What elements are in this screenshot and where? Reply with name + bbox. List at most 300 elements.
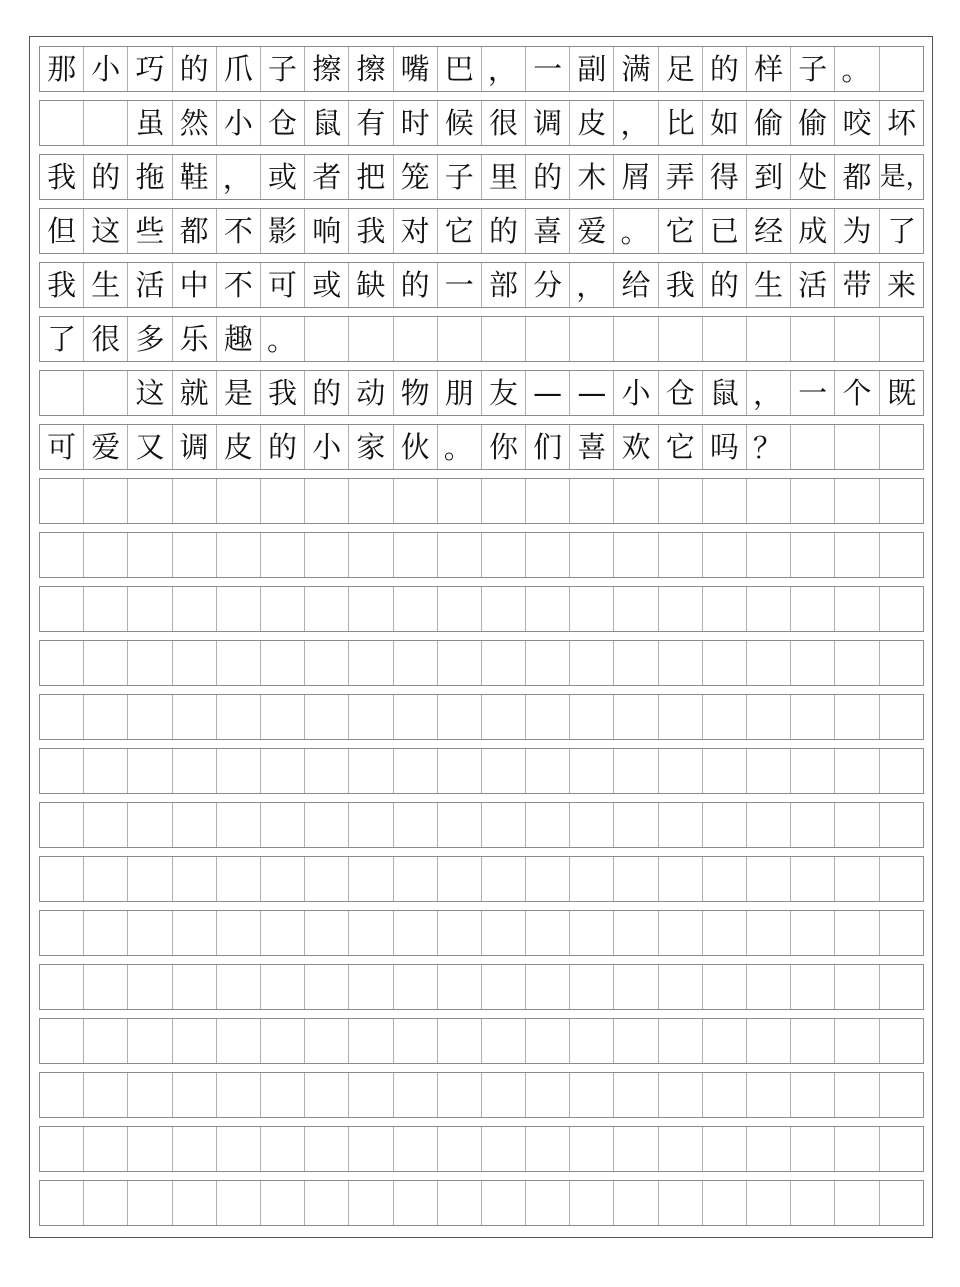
grid-cell — [217, 695, 261, 739]
grid-cell: 喜 — [526, 209, 570, 253]
grid-cell: 朋 — [438, 371, 482, 415]
grid-cell — [261, 1127, 305, 1171]
grid-cell — [128, 641, 172, 685]
grid-cell — [880, 911, 924, 955]
grid-cell — [482, 1127, 526, 1171]
grid-cell: 子 — [791, 47, 835, 91]
grid-cell: ， — [482, 47, 526, 91]
grid-cell — [747, 857, 791, 901]
grid-cell — [747, 1181, 791, 1225]
grid-cell: 笼 — [394, 155, 438, 199]
grid-row — [39, 640, 924, 686]
grid-cell — [880, 47, 924, 91]
grid-cell: 物 — [394, 371, 438, 415]
grid-cell — [173, 911, 217, 955]
grid-cell — [880, 695, 924, 739]
grid-cell: 爪 — [217, 47, 261, 91]
grid-cell — [703, 317, 747, 361]
grid-cell — [261, 965, 305, 1009]
grid-cell — [394, 695, 438, 739]
grid-cell — [791, 803, 835, 847]
grid-cell — [880, 1181, 924, 1225]
grid-cell — [84, 533, 128, 577]
grid-cell — [482, 965, 526, 1009]
grid-cell: 影 — [261, 209, 305, 253]
grid-cell — [394, 587, 438, 631]
grid-cell — [614, 1073, 658, 1117]
grid-cell — [394, 911, 438, 955]
grid-cell — [747, 317, 791, 361]
grid-cell: 比 — [659, 101, 703, 145]
grid-row — [39, 910, 924, 956]
grid-cell — [261, 1181, 305, 1225]
grid-cell — [40, 803, 84, 847]
grid-cell — [835, 1181, 879, 1225]
grid-cell — [217, 479, 261, 523]
grid-cell: 响 — [305, 209, 349, 253]
grid-cell — [349, 479, 393, 523]
grid-cell: 中 — [173, 263, 217, 307]
grid-cell — [349, 695, 393, 739]
grid-row — [39, 532, 924, 578]
grid-cell — [438, 857, 482, 901]
grid-cell: 巧 — [128, 47, 172, 91]
grid-cell: 的 — [703, 47, 747, 91]
grid-cell — [438, 695, 482, 739]
grid-cell: 的 — [261, 425, 305, 469]
grid-cell — [173, 695, 217, 739]
grid-cell — [349, 533, 393, 577]
grid-cell: 经 — [747, 209, 791, 253]
grid-cell — [880, 587, 924, 631]
grid-cell: 已 — [703, 209, 747, 253]
grid-cell — [84, 911, 128, 955]
grid-row — [39, 964, 924, 1010]
grid-cell: 的 — [394, 263, 438, 307]
grid-cell: 带 — [835, 263, 879, 307]
grid-cell: 小 — [217, 101, 261, 145]
grid-cell — [261, 1019, 305, 1063]
grid-cell — [614, 803, 658, 847]
grid-cell — [880, 857, 924, 901]
grid-cell — [305, 1019, 349, 1063]
grid-cell — [438, 641, 482, 685]
grid-cell — [703, 533, 747, 577]
grid-cell — [482, 587, 526, 631]
grid-cell — [84, 857, 128, 901]
grid-cell: 把 — [349, 155, 393, 199]
grid-cell: 都 — [835, 155, 879, 199]
grid-cell — [305, 1127, 349, 1171]
grid-cell — [438, 1073, 482, 1117]
grid-cell — [614, 695, 658, 739]
grid-cell — [217, 587, 261, 631]
grid-cell — [835, 317, 879, 361]
grid-cell — [570, 317, 614, 361]
grid-cell — [703, 695, 747, 739]
grid-cell — [84, 1127, 128, 1171]
grid-cell — [659, 965, 703, 1009]
grid-cell — [261, 479, 305, 523]
grid-cell — [40, 101, 84, 145]
grid-cell — [703, 1073, 747, 1117]
grid-cell — [703, 749, 747, 793]
grid-cell: 友 — [482, 371, 526, 415]
grid-cell — [128, 911, 172, 955]
grid-cell — [261, 641, 305, 685]
grid-cell: 个 — [835, 371, 879, 415]
grid-cell: 又 — [128, 425, 172, 469]
grid-cell — [438, 479, 482, 523]
grid-row — [39, 208, 924, 254]
grid-cell — [614, 1127, 658, 1171]
grid-cell — [394, 965, 438, 1009]
grid-cell — [659, 1181, 703, 1225]
grid-cell: 屑 — [614, 155, 658, 199]
grid-cell — [570, 587, 614, 631]
grid-cell — [659, 803, 703, 847]
grid-cell — [880, 479, 924, 523]
grid-cell — [880, 1073, 924, 1117]
grid-cell — [835, 1019, 879, 1063]
grid-cell — [835, 1073, 879, 1117]
grid-cell — [835, 695, 879, 739]
grid-cell — [128, 533, 172, 577]
grid-cell: 坏 — [887, 105, 917, 140]
grid-cell: 然 — [173, 101, 217, 145]
grid-cell: 虽 — [128, 101, 172, 145]
grid-cell — [482, 1181, 526, 1225]
grid-cell — [305, 1181, 349, 1225]
grid-cell — [791, 317, 835, 361]
grid-cell — [40, 749, 84, 793]
grid-cell — [526, 533, 570, 577]
grid-cell: ， — [614, 101, 658, 145]
grid-cell — [394, 1127, 438, 1171]
grid-cell: 欢 — [614, 425, 658, 469]
grid-cell — [791, 911, 835, 955]
grid-cell — [128, 857, 172, 901]
grid-cell: 生 — [84, 263, 128, 307]
grid-cell — [128, 803, 172, 847]
grid-cell — [40, 857, 84, 901]
grid-cell — [526, 695, 570, 739]
grid-cell — [394, 641, 438, 685]
grid-cell — [570, 1073, 614, 1117]
grid-cell — [526, 1127, 570, 1171]
grid-cell — [659, 317, 703, 361]
grid-cell: 或 — [305, 263, 349, 307]
grid-cell — [305, 749, 349, 793]
grid-cell — [482, 533, 526, 577]
grid-cell: 了 — [887, 213, 917, 248]
grid-row — [39, 154, 932, 200]
grid-cell: 不 — [217, 263, 261, 307]
grid-cell: 很 — [84, 317, 128, 361]
grid-row — [39, 1126, 924, 1172]
grid-cell: 或 — [261, 155, 305, 199]
grid-cell — [747, 695, 791, 739]
grid-cell — [305, 803, 349, 847]
grid-cell — [791, 1073, 835, 1117]
grid-cell — [659, 857, 703, 901]
grid-cell — [84, 641, 128, 685]
grid-cell — [84, 695, 128, 739]
grid-cell — [570, 695, 614, 739]
grid-cell — [791, 641, 835, 685]
grid-cell — [791, 1127, 835, 1171]
grid-cell — [526, 1073, 570, 1117]
grid-cell: 到 — [747, 155, 791, 199]
grid-cell — [438, 533, 482, 577]
grid-cell — [570, 1127, 614, 1171]
grid-cell: ， — [570, 263, 614, 307]
grid-cell — [84, 1073, 128, 1117]
grid-cell — [349, 1073, 393, 1117]
grid-cell: 一 — [438, 263, 482, 307]
grid-cell — [659, 533, 703, 577]
grid-cell — [791, 749, 835, 793]
grid-cell — [835, 1127, 879, 1171]
grid-cell: 你 — [482, 425, 526, 469]
grid-cell: 的 — [482, 209, 526, 253]
grid-cell — [305, 695, 349, 739]
grid-cell — [128, 695, 172, 739]
grid-cell — [84, 101, 128, 145]
grid-cell: 足 — [659, 47, 703, 91]
grid-cell: 多 — [128, 317, 172, 361]
grid-cell — [614, 857, 658, 901]
grid-cell — [394, 749, 438, 793]
grid-cell — [128, 1019, 172, 1063]
grid-cell — [217, 965, 261, 1009]
grid-cell — [84, 479, 128, 523]
grid-cell — [570, 479, 614, 523]
grid-cell: 一 — [791, 371, 835, 415]
grid-cell — [394, 533, 438, 577]
grid-cell — [880, 1127, 924, 1171]
grid-cell: 拖 — [128, 155, 172, 199]
grid-cell — [747, 641, 791, 685]
grid-cell: 我 — [261, 371, 305, 415]
grid-cell — [835, 965, 879, 1009]
grid-cell: 皮 — [570, 101, 614, 145]
grid-cell — [40, 1073, 84, 1117]
grid-cell — [305, 533, 349, 577]
grid-cell — [349, 965, 393, 1009]
grid-cell — [173, 641, 217, 685]
grid-cell: 皮 — [217, 425, 261, 469]
grid-cell — [40, 965, 84, 1009]
grid-cell: 对 — [394, 209, 438, 253]
grid-cell: 家 — [349, 425, 393, 469]
grid-row — [39, 316, 924, 362]
grid-cell — [703, 641, 747, 685]
grid-cell: 的 — [526, 155, 570, 199]
grid-cell — [261, 533, 305, 577]
grid-cell: 既 — [887, 375, 917, 410]
grid-cell — [40, 587, 84, 631]
grid-row — [39, 46, 924, 92]
grid-cell — [40, 371, 84, 415]
grid-row — [39, 478, 924, 524]
grid-cell — [438, 803, 482, 847]
grid-cell — [261, 857, 305, 901]
grid-cell — [526, 1019, 570, 1063]
grid-cell: 不 — [217, 209, 261, 253]
grid-cell — [40, 479, 84, 523]
grid-cell — [173, 1019, 217, 1063]
grid-cell — [835, 479, 879, 523]
grid-cell: 。 — [835, 47, 879, 91]
grid-cell — [438, 1127, 482, 1171]
grid-cell — [791, 425, 835, 469]
grid-cell — [614, 1019, 658, 1063]
grid-cell — [173, 749, 217, 793]
grid-cell — [217, 1181, 261, 1225]
grid-cell: 调 — [526, 101, 570, 145]
grid-cell: 候 — [438, 101, 482, 145]
grid-cell: 偷 — [747, 101, 791, 145]
grid-cell: 时 — [394, 101, 438, 145]
grid-cell — [880, 533, 924, 577]
grid-cell — [482, 857, 526, 901]
grid-cell: 。 — [438, 425, 482, 469]
grid-cell — [747, 533, 791, 577]
grid-cell: — — [570, 371, 614, 415]
grid-cell — [261, 695, 305, 739]
grid-cell — [261, 803, 305, 847]
grid-cell: 们 — [526, 425, 570, 469]
grid-cell — [305, 857, 349, 901]
grid-cell — [835, 749, 879, 793]
grid-cell: 那 — [40, 47, 84, 91]
grid-cell: 它 — [659, 425, 703, 469]
grid-cell: 它 — [659, 209, 703, 253]
grid-cell — [659, 587, 703, 631]
grid-cell — [791, 479, 835, 523]
grid-cell: ， — [217, 155, 261, 199]
grid-cell: 小 — [84, 47, 128, 91]
grid-cell — [482, 641, 526, 685]
grid-cell — [349, 803, 393, 847]
grid-cell — [173, 1073, 217, 1117]
grid-cell — [349, 641, 393, 685]
grid-cell — [438, 1181, 482, 1225]
grid-cell — [659, 695, 703, 739]
grid-cell — [747, 803, 791, 847]
grid-cell: 动 — [349, 371, 393, 415]
grid-cell — [84, 371, 128, 415]
grid-cell — [570, 641, 614, 685]
grid-cell — [482, 695, 526, 739]
grid-cell: ， — [747, 371, 791, 415]
grid-cell — [614, 587, 658, 631]
grid-cell — [614, 641, 658, 685]
grid-cell — [526, 911, 570, 955]
grid-cell — [394, 857, 438, 901]
grid-cell: 。 — [614, 209, 658, 253]
grid-cell: 来 — [887, 267, 917, 302]
grid-cell: 就 — [173, 371, 217, 415]
grid-row — [39, 586, 924, 632]
grid-cell — [570, 857, 614, 901]
grid-cell — [835, 911, 879, 955]
grid-cell — [349, 749, 393, 793]
grid-cell — [40, 911, 84, 955]
grid-cell — [614, 1181, 658, 1225]
grid-cell: 巴 — [438, 47, 482, 91]
grid-cell: 部 — [482, 263, 526, 307]
grid-cell: 咬 — [835, 101, 879, 145]
grid-cell: 我 — [40, 155, 84, 199]
grid-cell — [835, 857, 879, 901]
grid-cell — [703, 857, 747, 901]
grid-cell — [128, 1181, 172, 1225]
grid-cell — [40, 533, 84, 577]
grid-cell: 副 — [570, 47, 614, 91]
grid-cell — [173, 1127, 217, 1171]
grid-cell — [747, 1127, 791, 1171]
grid-cell — [40, 1181, 84, 1225]
grid-cell: 的 — [173, 47, 217, 91]
grid-cell — [526, 317, 570, 361]
grid-cell — [747, 911, 791, 955]
grid-cell — [305, 479, 349, 523]
grid-cell: 的 — [703, 263, 747, 307]
grid-cell — [217, 1127, 261, 1171]
grid-cell — [173, 1181, 217, 1225]
grid-cell — [703, 479, 747, 523]
grid-row — [39, 694, 924, 740]
grid-cell — [482, 1019, 526, 1063]
grid-cell: 有 — [349, 101, 393, 145]
grid-cell — [570, 1181, 614, 1225]
grid-cell — [438, 965, 482, 1009]
grid-cell — [438, 749, 482, 793]
grid-cell — [703, 911, 747, 955]
grid-cell — [570, 965, 614, 1009]
grid-cell: 调 — [173, 425, 217, 469]
grid-cell — [614, 749, 658, 793]
grid-cell — [659, 641, 703, 685]
grid-cell: 是 — [217, 371, 261, 415]
grid-cell — [482, 479, 526, 523]
grid-cell — [570, 911, 614, 955]
grid-cell — [217, 641, 261, 685]
grid-cell — [217, 911, 261, 955]
grid-cell: 擦 — [305, 47, 349, 91]
grid-row — [39, 1072, 924, 1118]
grid-cell: 一 — [526, 47, 570, 91]
grid-cell: 擦 — [349, 47, 393, 91]
grid-cell: 生 — [747, 263, 791, 307]
grid-cell — [482, 803, 526, 847]
grid-cell — [349, 317, 393, 361]
grid-cell: 小 — [305, 425, 349, 469]
grid-cell — [703, 965, 747, 1009]
grid-cell — [570, 533, 614, 577]
grid-cell — [614, 317, 658, 361]
grid-row — [39, 1180, 924, 1226]
grid-cell — [703, 1019, 747, 1063]
grid-cell: 这 — [128, 371, 172, 415]
grid-cell: 伙 — [394, 425, 438, 469]
grid-cell — [747, 965, 791, 1009]
grid-cell — [217, 533, 261, 577]
grid-cell: 都 — [173, 209, 217, 253]
grid-cell — [394, 317, 438, 361]
